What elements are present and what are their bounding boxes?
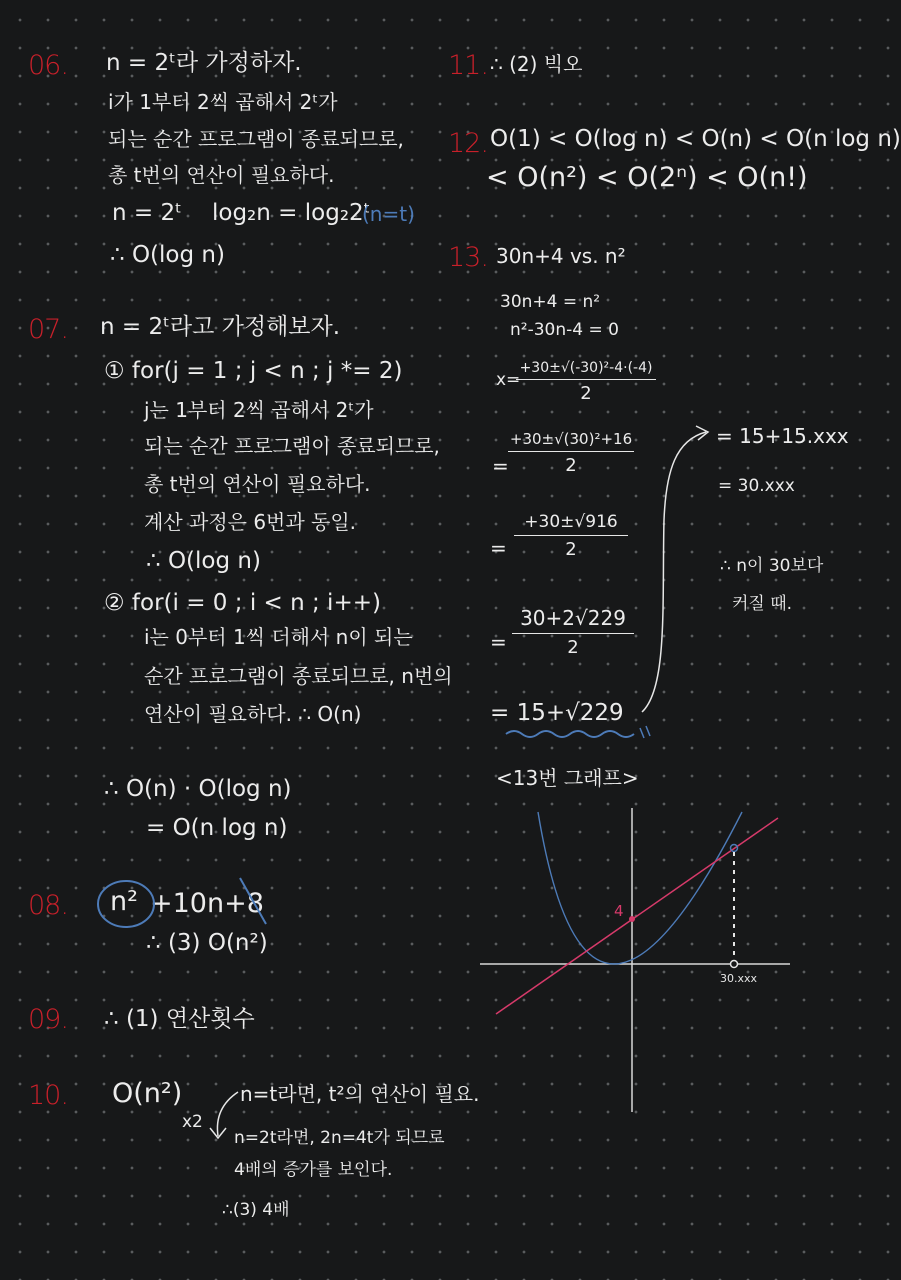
q08-result: ∴ (3) O(n²) <box>146 930 268 956</box>
q10-result: ∴(3) 4배 <box>222 1200 290 1220</box>
q07-case2-header: ② for(i = 0 ; i < n ; i++) <box>104 590 381 616</box>
q13-concl2: 커질 때. <box>732 594 793 614</box>
q06-result: ∴ O(log n) <box>110 242 225 268</box>
q13-concl1: ∴ n이 30보다 <box>720 556 824 576</box>
q13-graph-title: <13번 그래프> <box>496 766 639 790</box>
graph-label-x: 30.xxx <box>720 972 758 985</box>
q11-number: 11. <box>448 50 488 81</box>
q12-number: 12. <box>448 128 488 159</box>
q10-line1: n=t라면, t²의 연산이 필요. <box>240 1082 480 1106</box>
q07-product-result: = O(n log n) <box>146 815 288 841</box>
q13-eq-sign: = <box>492 454 509 478</box>
q10-big: O(n²) <box>112 1078 183 1109</box>
q10-x2: x2 <box>182 1112 203 1132</box>
q10-number: 10. <box>28 1080 68 1111</box>
graph-x-mark <box>731 961 738 968</box>
q13-eq1: 30n+4 = n² <box>500 292 601 312</box>
q13-number: 13. <box>448 242 488 273</box>
graph-intercept-point <box>629 916 635 922</box>
q13-eq-sign: = <box>490 630 507 654</box>
q13-f1-num: +30±√(-30)²-4·(-4) <box>519 360 653 376</box>
q06-line: n = 2ᵗ라 가정하자. <box>106 50 302 76</box>
q13-f2-den: 2 <box>565 455 577 476</box>
graph-parabola-n-squared <box>538 812 742 964</box>
q09-answer: ∴ (1) 연산횟수 <box>104 1006 255 1032</box>
q06-eq-left: n = 2ᵗ <box>112 200 182 226</box>
q07-intro: n = 2ᵗ라고 가정해보자. <box>100 314 341 340</box>
q13-approx1: = 15+15.xxx <box>716 424 849 448</box>
q06-eq-note: (n=t) <box>362 202 415 226</box>
q13-f1-den: 2 <box>580 383 592 404</box>
q13-x-label: x= <box>496 370 521 390</box>
q06-line: 되는 순간 프로그램이 종료되므로, <box>108 127 404 151</box>
q07-number: 07. <box>28 314 68 345</box>
q13-header: 30n+4 vs. n² <box>496 244 626 268</box>
q07-case2-line: 순간 프로그램이 종료되므로, n번의 <box>144 664 453 688</box>
q07-product: ∴ O(n) · O(log n) <box>104 776 292 802</box>
q07-case1-header: ① for(j = 1 ; j < n ; j *= 2) <box>104 358 403 384</box>
q07-case1-line: 총 t번의 연산이 필요하다. <box>144 472 371 496</box>
q06-number: 06. <box>28 50 68 81</box>
q13-f3-num: +30±√916 <box>524 512 618 532</box>
q06-eq-log: log₂n = log₂2ᵗ <box>212 200 371 226</box>
q06-line: 총 t번의 연산이 필요하다. <box>108 163 335 187</box>
q07-case1-line: 계산 과정은 6번과 동일. <box>144 510 357 534</box>
q06-line: i가 1부터 2씩 곱해서 2ᵗ가 <box>108 90 338 114</box>
q07-case2-line: 연산이 필요하다. ∴ O(n) <box>144 702 362 726</box>
q13-f3-den: 2 <box>565 539 577 560</box>
q07-case1-line: 되는 순간 프로그램이 종료되므로, <box>144 434 440 458</box>
q13-f4-num: 30+2√229 <box>520 606 626 630</box>
q07-case1-line: j는 1부터 2씩 곱해서 2ᵗ가 <box>144 398 374 422</box>
q11-answer: ∴ (2) 빅오 <box>490 52 583 76</box>
q08-expr-rest: +10n+8 <box>150 888 264 919</box>
q13-f4-den: 2 <box>567 637 579 658</box>
graph-label-4: 4 <box>614 902 624 920</box>
q13-approx2: = 30.xxx <box>718 476 795 496</box>
q09-number: 09. <box>28 1004 68 1035</box>
q13-eq-sign: = <box>490 536 507 560</box>
q13-eq2: n²-30n-4 = 0 <box>510 320 619 340</box>
q12-line2: < O(n²) < O(2ⁿ) < O(n!) <box>486 162 808 193</box>
q07-case2-line: i는 0부터 1씩 더해서 n이 되는 <box>144 625 413 649</box>
q10-line3: 4배의 증가를 보인다. <box>234 1160 393 1180</box>
q13-f2-num: +30±√(30)²+16 <box>509 430 633 448</box>
q08-expr-main: n² <box>110 886 138 917</box>
q13-final: = 15+√229 <box>490 700 624 726</box>
q07-case1-result: ∴ O(log n) <box>146 548 261 574</box>
q08-number: 08. <box>28 890 68 921</box>
q12-line1: O(1) < O(log n) < O(n) < O(n log n) <box>490 126 901 152</box>
q10-line2: n=2t라면, 2n=4t가 되므로 <box>234 1128 445 1148</box>
